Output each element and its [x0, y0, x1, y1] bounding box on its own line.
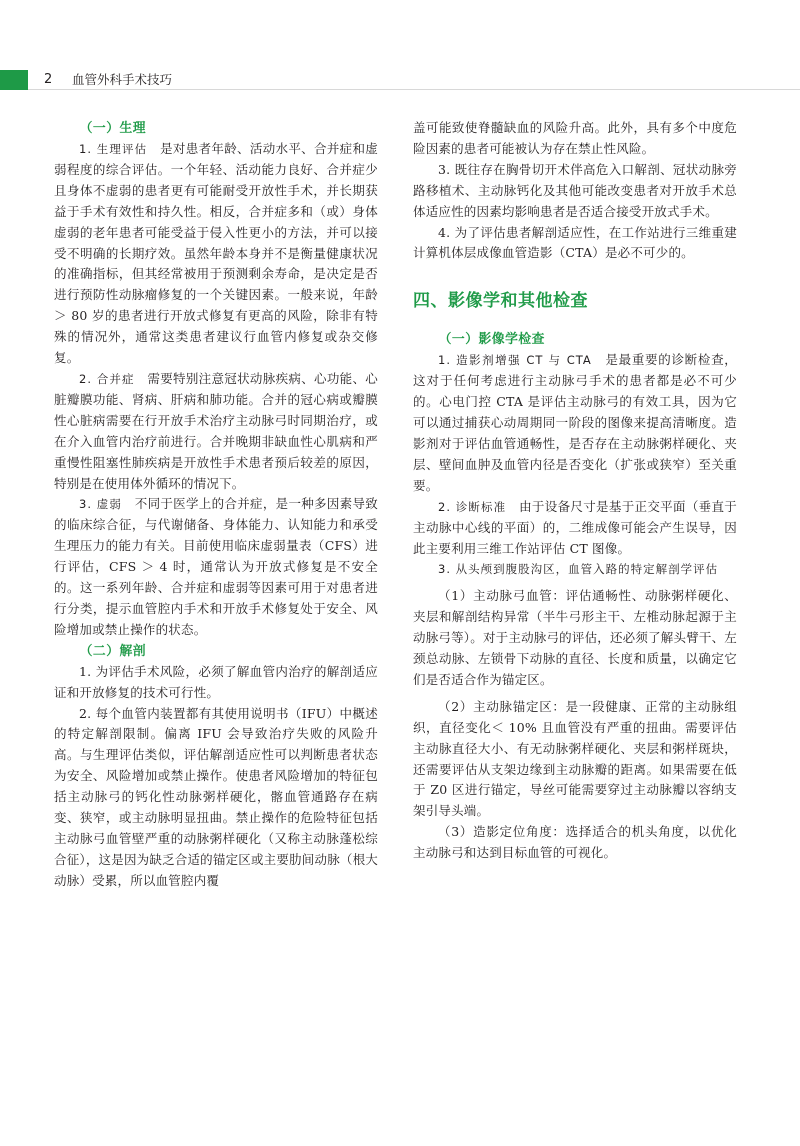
header-color-bar [0, 70, 28, 90]
paragraph-anatomy-2: 2. 每个血管内装置都有其使用说明书（IFU）中概述的特定解剖限制。偏离 IFU 会导致治疗失败的风险升高。与生理评估类似，评估解剖适应性可以判断患者状态为安全、风险增加或禁止操作。使患者风险增加的特征包括主动脉弓的钙化性动脉粥样硬化，髂血管通路存在病变、狭窄，或主动脉明显扭曲。禁止操作的危险特征包括主动脉弓血管壁严重的动脉粥样硬化（又称主动脉蓬松综合征），这是因为缺乏合适的锚定区或主要肋间动脉（根大动脉）受累，所以血管腔内覆 [54, 705, 378, 888]
paragraph-text: 是对患者年龄、活动水平、合并症和虚弱程度的综合评估。一个年轻、活动能力良好、合并症少且身体不虚弱的患者更有可能耐受开放性手术，并长期获益于手术有效性和持久性。相反，合并症多和（或）身体虚弱的老年患者可能受益于侵入性更小的方法，并可以接受不明确的长期疗效。虽然年龄本身并不是衡量健康状况的准确指标，但其经常被用于预测剩余寿命，是决定是否进行预防性动脉瘤修复的一个关键因素。一般来说，年龄＞ 80 岁的患者进行开放式修复有更高的风险，除非有特殊的情况外，通常这类患者建议行血管内修复或杂交修复。 [54, 141, 378, 366]
paragraph-text: 是最重要的诊断检查，这对于任何考虑进行主动脉弓手术的患者都是必不可少的。心电门控 CTA 是评估主动脉弓的有效工具，因为它可以通过捕获心动周期同一阶段的图像来提高清晰度。造影剂对于评估血管通畅性，是否存在主动脉粥样硬化、夹层、壁间血肿及血管内径是否变化（扩张或狭窄）至关重要。 [413, 352, 737, 493]
paragraph-anatomy-1: 1. 为评估手术风险，必须了解血管内治疗的解剖适应证和开放修复的技术可行性。 [54, 663, 378, 700]
paragraph-frailty [54, 494, 378, 640]
paragraph-continued: 盖可能致使脊髓缺血的风险升高。此外，具有多个中度危险因素的患者可能被认为存在禁止性风险。 [413, 120, 737, 156]
item-lead: 1. 生理评估 [79, 142, 148, 156]
item-lead: 2. 诊断标准 [438, 499, 507, 514]
subheading-imaging: （一）影像学检查 [438, 332, 545, 348]
paragraph-arch-vessels: （1）主动脉弓血管：评估通畅性、动脉粥样硬化、夹层和解剖结构异常（半牛弓形主干、左椎动脉起源于主动脉弓等）。对于主动脉弓的评估，还必须了解头臂干、左颈总动脉、左锁骨下动脉的直径、长度和质量，以确定它们是否适合作为锚定区。 [413, 588, 737, 687]
paragraph-cta [413, 350, 737, 496]
section-title-imaging: 四、影像学和其他检查 [413, 291, 588, 312]
paragraph-text: 需要特别注意冠状动脉疾病、心功能、心脏瓣膜功能、肾病、肝病和肺功能。合并的冠心病或瓣膜性心脏病需要在行开放手术治疗主动脉弓时同期治疗，或在介入血管内治疗前进行。合并晚期非缺血性心肌病和严重慢性阻塞性肺疾病是开放性手术患者预后较差的原因，特别是在使用体外循环的情况下。 [54, 370, 378, 491]
item-lead: 2. 合并症 [79, 371, 135, 386]
paragraph-text: 不同于医学上的合并症，是一种多因素导致的临床综合征，与代谢储备、身体能力、认知能力和承受生理压力的能力有关。目前使用临床虚弱量表（CFS）进行评估，CFS ＞ 4 时，通常认为开放式修复是不安全的。这一系列年龄、合并症和虚弱等因素可用于对患者进行分类，提示血管腔内手术和开放手术修复处于安全、风险增加或禁止操作的状态。 [54, 496, 378, 637]
subheading-physiology: （一）生理 [79, 121, 147, 136]
paragraph-landing-zone: （2）主动脉锚定区：是一段健康、正常的主动脉组织，直径变化＜ 10% 且血管没有严重的扭曲。需要评估主动脉直径大小、有无动脉粥样硬化、夹层和粥样斑块，还需要评估从支架边缘到主动脉瓣的距离。如果需要在低于 Z0 区进行锚定，导丝可能需要穿过主动脉瓣以容纳支架引导头端。 [413, 698, 737, 819]
header-rule [28, 89, 800, 90]
paragraph-anatomy-4: 4. 为了评估患者解剖适应性，在工作站进行三维重建计算机体层成像血管造影（CTA）是必不可少的。 [413, 224, 737, 261]
paragraph-physiology-assessment [54, 139, 378, 369]
page-number: 2 [44, 72, 53, 87]
item-lead: 1. 造影剂增强 CT 与 CTA [438, 353, 592, 368]
paragraph-angiographic-angle: （3）造影定位角度：选择适合的机头角度，以优化主动脉弓和达到目标血管的可视化。 [413, 824, 737, 861]
item-lead: 3. 虚弱 [79, 497, 122, 512]
paragraph-text: 由于设备尺寸是基于正交平面（垂直于主动脉中心线的平面）的，二维成像可能会产生误导，因此主要利用三维工作站评估 CT 图像。 [413, 498, 737, 556]
left-column [54, 118, 378, 892]
paragraph-comorbidity [54, 369, 378, 494]
paragraph-diagnostic-criteria [413, 497, 737, 560]
right-column [413, 118, 737, 864]
subheading-anatomy: （二）解剖 [79, 643, 147, 659]
running-head-title: 血管外科手术技巧 [72, 72, 173, 87]
paragraph-access-assessment [413, 559, 737, 580]
paragraph-anatomy-3: 3. 既往存在胸骨切开术伴高危入口解剖、冠状动脉旁路移植术、主动脉钙化及其他可能改变患者对开放手术总体适应性的因素均影响患者是否适合接受开放式手术。 [413, 161, 737, 219]
item-lead: 3. 从头颅到腹股沟区，血管入路的特定解剖学评估 [438, 562, 719, 577]
